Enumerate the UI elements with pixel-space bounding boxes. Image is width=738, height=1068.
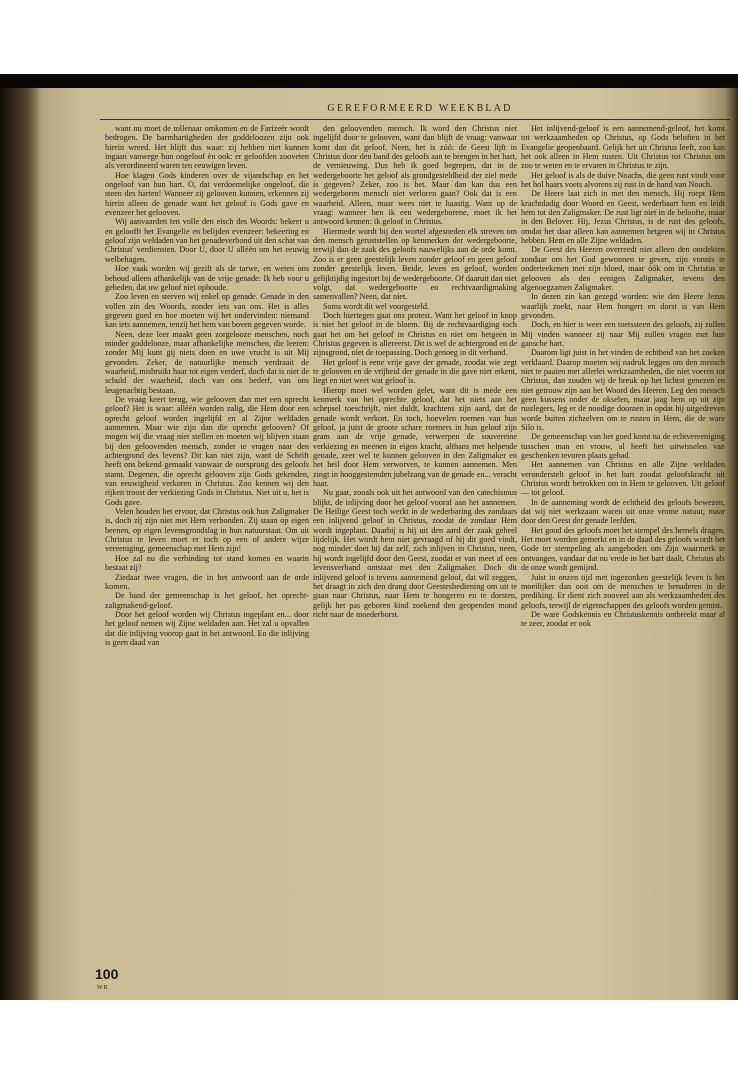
text-column-3	[521, 124, 725, 972]
paragraph: De band der gemeenschap is het geloof, het oprecht-zaligmakend-geloof.	[105, 591, 309, 610]
running-header: GEREFORMEERD WEEKBLAD	[327, 103, 513, 114]
paragraph: De Geest des Heeren overreedt niet alleen den ontdekten zondaar om het God gewonnen te geven, zijn vonnis te onderteekenen met zijn bloed, maar óók om in Christus te gelooven als den eenigen Zaligmaker, tevens den algenoegzamen Zaligmaker.	[521, 245, 725, 292]
paragraph: Wij aanvaarden ten volle den eisch des Woords: bekeer u en geloofft het Evangelie en belijden evenzeer: bekeering en geloof zijn weldaden van het genadeverbond uit den schat van Christus' verdiensten. Door U, door U alléén om het eeuwig welbehagen.	[105, 217, 309, 264]
paragraph: den geloovenden mensch. Ik word den Christus niet ingelijfd door te gelooven, want dan blijft de vraag: vanwaar komt dan dit geloof. Neen, het is zóó: de Geest lijft in Christus door den band des geloofs aan te brengen in het hart, de vernieuwing. Dus heb ik goed begrepen, dat in de wedergeboorte het geloof als grondgesteldheid der ziel mede is gegeven? Zeker, zoo is het. Maar dan kan dus een wedergeboren mensch niet verloren gaan? Ook dat is een waarheid. Alleen, maar wees niet te haastig. Want op de vraag: wanneer ben ik een wedergeborene, moet ik het antwoord kennen: ik geloof in Christus.	[313, 124, 517, 227]
header-rule	[100, 119, 730, 120]
paragraph: In de aanneming wordt de echtheid des geloofs bewezen, dat wij niet werkzaam waren uit onze vrome natuur, maar door den Geest der genade leefden.	[521, 497, 725, 526]
paragraph: Het goud des geloofs moet het stempel des hemels dragen. Het moet worden gemerkt en in de daad des geloofs wordt het Gode ter stempeling als aangeboden om Zijn waarmerk te ontvangen, vandaar dat nu vrede in het hart daalt, Christus als de onze wordt gemijnd.	[521, 525, 725, 573]
paragraph: Hoe klagen Gods kinderen over de vijandschap en het ongeloof van hun hart. O, dat verdoemelijke ongeloof, die steen des harten! Wanneer zij gelooven kunnen, erkennen zij hierin alleen de genade want het geloof is Gods gave en evenzeer het gelooven.	[105, 170, 309, 218]
paragraph: Doch, en hier is weer een toetssteen des geloofs, zij zullen Mij vinden wanneer zij naar Mij zullen vragen met hun gansche hart.	[521, 320, 725, 348]
paragraph: Hoe zal nu die verbinding tot stand komen en waarin bestaat zij?	[105, 553, 309, 573]
paragraph: Door het geloof worden wij Christus ingeplant en... door het geloof nemen wij Zijne weldaden aan. Het zal u opvallen dat die inlijving voorop gaat in het antwoord. En die inlijving is geen daad van	[105, 609, 309, 647]
paragraph: Nu gaat, zooals ook uit het antwoord van den catechismus blijkt, de inlijving door het geloof vooraf aan het aannemen. De Heilige Geest toch werkt in de wederbaring des zondaars een inlijvend geloof in Christus, zoodat de zondaar Hem wordt ingeplant. Daarbij is hij uit den aard der zaak geheel lijdelijk. Het wordt hem niet gevraagd of hij dit goed vindt, nog minder doet hij dat zelf, zich inlijven in Christus, neen, hij wordt ingelijfd door den Geest, zoodat er van meet af een levensverband ontstaat met den Zaligmaker. Doch dit inlijvend geloof is tevens aannemend geloof, dat wil zeggen, het draagt in zich den drang door Geestesbediening om uit te gaan naar Christus, naar Hem te hongeren en te dorsten, gelijk het pas geboren kind zoekend den geopenden mond richt naar de moederborst.	[313, 488, 517, 619]
paragraph: Hoe vaak worden wij gezift als de tarwe, en weten ons behoud alleen afhankelijk van de vrije genade: Ik heb voor u gebeden, dat uw geloof niet ophoude.	[105, 264, 309, 292]
paragraph: De Heere laat zich in met den mensch. Hij roept Hem krachtdadig door Woord en Geest, wederbaart hem en leidt hem tot den Zaligmaker. De rust ligt niet in de beloofte, maar in den Belover. Hij, Jezus Christus, is de rust des geloofs, omdat het daar alleen kan aannemen hetgeen wij in Christus hebben. Hem en alle Zijne weldaden.	[521, 189, 725, 246]
paragraph: Neen, deze leer maakt geen zorgelooze menschen, noch minder goddelooze, maar afhankelijke menschen, die leeren: zonder Mij kunt gij niets doen en uwe vrucht is uit Mij gevonden. Zeker, de natuurlijke mensch verdraait de waarheid, misbruikt haar tot eigen verderf, doch dat is niet de schuld der waarheid, doch van ons bederf, van ons leugenachtig bestaan.	[105, 329, 309, 395]
paragraph: Hiermede wordt bij den wortel afgesneden elk streven om den mensch geruststellen op kenmerken der wedergeboorte, terwijl dan de zaak des geloofs nauwelijks aan de orde komt. Zoo is er geen geestelijk leven zonder geloof en geen geloof zonder geestelijk leven. Beide, leven en geloof, worden gelijktijdig ingestort bij de wedergeboorte. Of daaruit dan niet volgt, dat wedergeboorte en rechtvaardigmaking samenvallen? Neen, dat niet.	[313, 226, 517, 302]
page-number: 100	[95, 966, 119, 982]
paragraph: Doch hiertegen gaat ons protest. Want het geloof in knop is niet het geloof in de bloem. Bij de rechtvaardiging toch gaat het om het geloof in Christus en niet om hetgeen in Christus gegeven is allereerst. Dit is wel de achtergrond en de zijnsgrond, niet de toepassing. Doch genoeg in dit verband.	[313, 310, 517, 358]
paragraph: De gemeenschap van het goed komt na de echtvereeniging tusschen man en vrouw, al heeft het uitwisselen van geschenken tevoren plaats gehad.	[521, 432, 725, 461]
paragraph: Soms wordt dit wel voorgesteld.	[323, 301, 430, 311]
paragraph: Hierop moet wel worden gelet, want dit is mede een kenmerk van het oprechte geloof, dat het niets aan het schepsel toeschrijft, niet duldt, krachtens zijn aard, dat de genade wordt verkort. En toch, hoevelen roemen van hun geloof, ja juist de groote schare roemers in hun geloof zijn gram aan de vrije genade, verwerpen de souvereine verkiezing en meenen in eigen kracht, althans met helpende genade, zeer wel te kunnen gelooven in den Zaligmaker en het heil door Hem verworven, te kunnen aannemen. Men zingt in hooggestemden jubelzang van de genade en... veracht haar.	[313, 385, 517, 489]
text-column-2	[313, 124, 517, 972]
print-mark: WR	[97, 985, 109, 991]
paragraph: Velen houden het ervoor, dat Christus ook hun Zaligmaker is, doch zij zijn niet met Hem verbonden. Zij staan op eigen beenen, op eigen levensgrondslag in hun natuurstaat. Om uit Christus te leven moet er toch op een of andere wijze vereeniging, gemeenschap met Hem zijn!	[105, 507, 309, 554]
paragraph: Zoo leven en sterven wij enkel op genade. Genade in den vollen zin des Woords, zonder iets van ons. Het is alles gegeven goed en hoe moeten wij het ondervinden: niemand kan iets aannemen, tenzij het hem van boven gegeven worde.	[105, 292, 309, 330]
paragraph: Het geloof is eene vrije gave der genade, zoodat wie zegt te gelooven en de vrijheid der genade in die gave niet erkent, liegt en niet weet wat geloof is.	[313, 357, 517, 386]
paragraph: De vraag keert terug, wie gelooven dan met een oprecht geloof? Het is waar: alléén worden zalig, die Hem door een oprecht geloof worden ingelijfd en al Zijne weldaden aannemen. Maar wie zijn dan die oprecht gelooven? Of mogen wij die vraag niet stellen en moeten wij blijven staan bij den geloovenden mensch, zonder te vragen naar den achtergrond des levens? Dit kan niet zijn, want de Schrift heeft ons bekend gemaakt vanwaar de oorsprong des geloofs stamt. Degenen, die oprecht gelooven zijn Gods gekenden, van eeuwigheid verkoren in Christus. Zoo kennen wij den rijken troost der verkiezing Gods in Christus. Niet uit u, het is Gods gave.	[105, 394, 309, 507]
paragraph: Daarom ligt juist in het vinden de echtheid van het zoeken verklaard. Daarop moeten wij nadruk leggen om den mensch niet te paaien met allerlei werkzaamheden, die niet voeren tot Christus, dan zouden wij de breuk op het lichtst genezen en niet getrouw zijn aan het Woord des Heeren. Leg den mensch geen kussens onder de okselen, maar jaag hem op uit zijn rustlegers, leg er de noodige doornen in opdat hij uitgedreven worde buiten zichzelven om te rusten in Hem, die de ware Silo is.	[521, 348, 725, 432]
paragraph: Het aannemen van Christus en alle Zijne weldaden veronderstelt geloof in het hart zoodat geloofskracht uit Christus wordt betrokken om in Hem te gelooven. Uit geloof — tot geloof.	[521, 460, 725, 498]
book-spine-shadow	[0, 88, 42, 1000]
paragraph: Het geloof is als de duive Noachs, die geen rust vindt voor het hol haars voets alvorens zij rust in de hand van Noach.	[521, 170, 725, 190]
paragraph: want nu moet de tollenaar omkomen en de Farizeër wordt bedrogen. De barmhartigheden der goddeloozen zijn ook hierin wreed. Het blijft dus waar: zij hebben niet kunnen ingaan vanwege hun ongeloof èn ook: er geloofden zooveten als verordineerd waren ten eeuwigen leven.	[105, 124, 309, 171]
paragraph: Ziedaar twee vragen, die in het antwoord aan de orde komen.	[105, 572, 309, 591]
text-column-1	[105, 124, 309, 972]
paragraph: Juist in onzen tijd met ingezonken geestelijk leven is het moeilijker dan ooit om de menschen te benaderen in de prediking. Er dient zich zooveel aan als werkzaamheden des geloofs, terwijl de eigenschappen des geloofs worden gemist.	[521, 572, 725, 610]
paragraph: De ware Godskennis en Christuskennis ontbreekt maar al te zeer, zoodat er ook	[521, 609, 725, 629]
paragraph: Het inlijvend-geloof is een aannemend-geloof, het komt tot werkzaamheden op Christus, op Gods beloften in het Evangelie geopenbaard. Gelijk het uit Christus leeft, zoo kan het ook alleen in Hem rusten. Uit Christus tot Christus om zoo te weten en te ervaren in Christus te zijn.	[521, 124, 725, 171]
paragraph: In dezen zin kan gezegd worden: wie den Heere Jezus waarlijk zoekt, naar Hem hongert en dorst is van Hem gevonden.	[521, 292, 725, 320]
